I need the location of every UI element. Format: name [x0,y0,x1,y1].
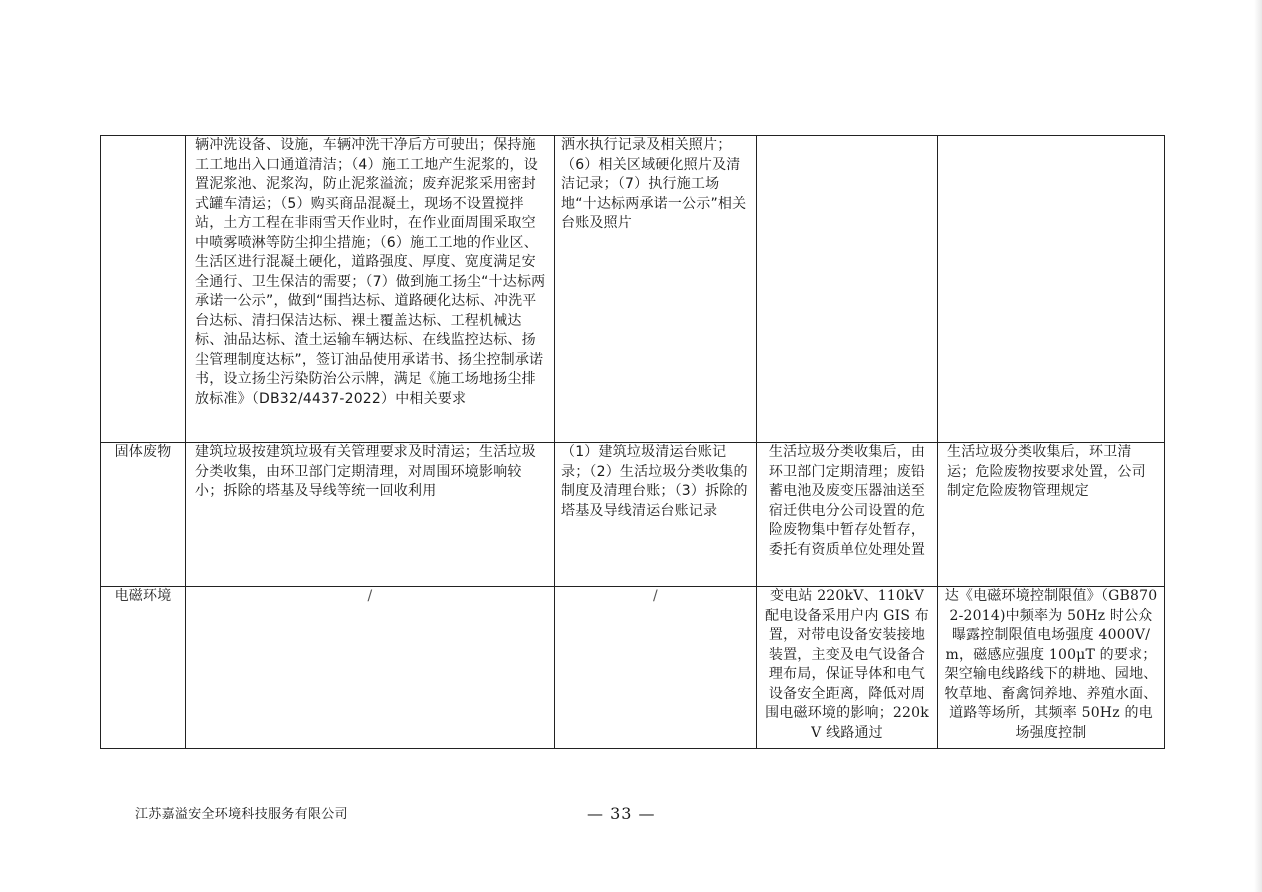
evidence-cell: 洒水执行记录及相关照片；（6）相关区域硬化照片及清洁记录；（7）执行施工场地“十达标两承诺一公示”相关台账及照片 [555,136,757,443]
ops-result-cell: 生活垃圾分类收集后，环卫清运；危险废物按要求处置，公司制定危险废物管理规定 [938,443,1165,587]
construction-measures-cell: / [186,587,555,749]
page-number: — 33 — [587,804,656,823]
table-row [101,587,1165,749]
construction-measures-cell: 辆冲洗设备、设施，车辆冲洗干净后方可驶出；保持施工工地出入口通道清洁；（4）施工工地产生泥浆的，设置泥浆池、泥浆沟，防止泥浆溢流；废弃泥浆采用密封式罐车清运；（5）购买商品混凝土，现场不设置搅拌站，土方工程在非雨雪天作业时，在作业面周围采取空中喷雾喷淋等防尘抑尘措施；（6）施工工地的作业区、生活区进行混凝土硬化，道路强度、厚度、宽度满足安全通行、卫生保洁的需要；（7）做到施工扬尘“十达标两承诺一公示”，做到“围挡达标、道路硬化达标、冲洗平台达标、清扫保洁达标、裸土覆盖达标、工程机械达标、油品达标、渣土运输车辆达标、在线监控达标、扬尘管理制度达标”，签订油品使用承诺书、扬尘控制承诺书，设立扬尘污染防治公示牌，满足《施工场地扬尘排放标准》（DB32/4437-2022）中相关要求 [186,136,555,443]
ops-measures-cell: 生活垃圾分类收集后，由环卫部门定期清理；废铅蓄电池及废变压器油送至宿迁供电分公司设置的危险废物集中暂存处暂存，委托有资质单位处理处置 [757,443,938,587]
construction-measures-cell: 建筑垃圾按建筑垃圾有关管理要求及时清运；生活垃圾分类收集，由环卫部门定期清理，对周围环境影响较小；拆除的塔基及导线等统一回收利用 [186,443,555,587]
ops-result-cell: 达《电磁环境控制限值》（GB8702-2014)中频率为 50Hz 时公众曝露控制限值电场强度 4000V/m，磁感应强度 100μT 的要求；架空输电线路线下的耕地、园地、牧草地、畜禽饲养地、养殖水面、道路等场所，其频率 50Hz 的电场强度控制 [938,587,1165,749]
footer-company: 江苏嘉溢安全环境科技服务有限公司 [135,807,348,822]
category-cell: 固体废物 [101,443,186,587]
table-row [101,136,1165,443]
page-edge-shadow [1254,0,1262,892]
ops-result-cell [938,136,1165,443]
evidence-cell: （1）建筑垃圾清运台账记录；（2）生活垃圾分类收集的制度及清理台账；（3）拆除的塔基及导线清运台账记录 [555,443,757,587]
table-row [101,443,1165,587]
category-cell: 电磁环境 [101,587,186,749]
measures-table [100,135,1165,749]
evidence-cell: / [555,587,757,749]
ops-measures-cell [757,136,938,443]
ops-measures-cell: 变电站 220kV、110kV 配电设备采用户内 GIS 布置，对带电设备安装接地装置，主变及电气设备合理布局，保证导体和电气设备安全距离，降低对周围电磁环境的影响；220kV 线路通过 [757,587,938,749]
category-cell [101,136,186,443]
